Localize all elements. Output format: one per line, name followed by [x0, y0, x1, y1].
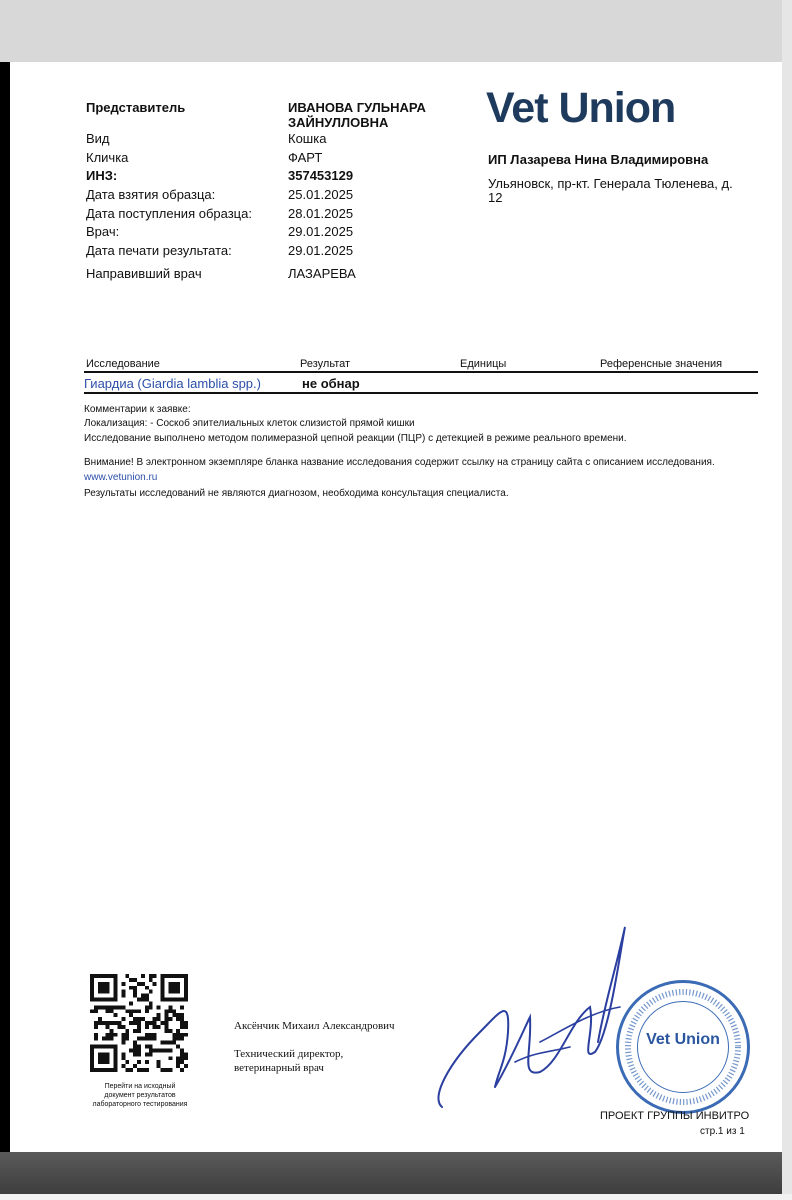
receipt-date-value: 28.01.2025: [288, 206, 354, 221]
sample-date-label: Дата взятия образца:: [86, 187, 216, 202]
referring-doctor-value: ЛАЗАРЕВА: [288, 266, 356, 281]
species-value: Кошка: [288, 131, 327, 146]
comments-heading: Комментарии к заявке:: [84, 404, 191, 415]
document-page: [10, 62, 782, 1152]
top-bar: [0, 0, 792, 62]
signer-title-line1: Технический директор,: [234, 1048, 344, 1060]
column-header-result: Результат: [300, 358, 351, 370]
column-header-reference: Референсные значения: [600, 358, 723, 370]
project-label: ПРОЕКТ ГРУППЫ ИНВИТРО: [600, 1110, 750, 1122]
bottom-bar: [0, 1152, 782, 1200]
print-date-label: Дата печати результата:: [86, 243, 232, 258]
comments-notice: Внимание! В электронном экземпляре бланка название исследования содержит ссылку на страницу сайта с описанием исследования.: [84, 457, 715, 468]
receipt-date-label: Дата поступления образца:: [86, 206, 252, 221]
nickname-value: ФАРТ: [288, 150, 323, 165]
representative-label: Представитель: [86, 100, 186, 115]
qr-caption-line3: лабораторного тестирования: [92, 1101, 188, 1108]
representative-name-line2: ЗАЙНУЛЛОВНА: [288, 115, 389, 130]
page-number: стр.1 из 1: [700, 1126, 745, 1137]
clinic-address-line1: Ульяновск, пр-кт. Генерала Тюленева, д.: [488, 176, 733, 191]
bottom-edge: [0, 1194, 792, 1200]
website-link[interactable]: www.vetunion.ru: [84, 472, 158, 483]
qr-caption-line1: Перейти на исходный: [104, 1083, 176, 1090]
column-header-test: Исследование: [86, 358, 160, 370]
signer-name: Аксёнчик Михаил Александрович: [234, 1020, 395, 1032]
referring-doctor-label: Направивший врач: [86, 266, 202, 281]
stamp-text: Vet Union: [646, 1031, 720, 1048]
clinic-address-line2: 12: [488, 190, 503, 205]
comments-localization: Локализация: - Соскоб эпителиальных клеток слизистой прямой кишки: [84, 418, 415, 429]
column-header-units: Единицы: [460, 358, 507, 370]
sample-date-value: 25.01.2025: [288, 187, 354, 202]
inz-value: 357453129: [288, 168, 354, 183]
result-test-link[interactable]: Гиардиа (Giardia lamblia spp.): [84, 376, 261, 391]
comments-disclaimer: Результаты исследований не являются диагнозом, необходима консультация специалиста.: [84, 488, 509, 499]
qr-caption-line2: документ результатов: [104, 1092, 176, 1099]
doctor-label: Врач:: [86, 224, 120, 239]
inz-label: ИНЗ:: [86, 168, 118, 183]
comments-method: Исследование выполнено методом полимеразной цепной реакции (ПЦР) с детекцией в режиме реального времени.: [84, 433, 627, 444]
representative-name-line1: ИВАНОВА ГУЛЬНАРА: [288, 100, 426, 115]
print-date-value: 29.01.2025: [288, 243, 354, 258]
doctor-value: 29.01.2025: [288, 224, 354, 239]
vet-union-logo: Vet Union: [486, 84, 676, 132]
qr-caption: [70, 1082, 210, 1109]
nickname-label: Кличка: [86, 150, 129, 165]
company-stamp: [616, 980, 750, 1114]
clinic-name: ИП Лазарева Нина Владимировна: [488, 152, 709, 167]
signer-title-line2: ветеринарный врач: [234, 1062, 324, 1074]
handwritten-signature: [420, 912, 640, 1132]
species-label: Вид: [86, 131, 110, 146]
result-value: не обнар: [302, 376, 360, 391]
table-header-rule: [84, 371, 758, 373]
right-edge-strip: [782, 0, 792, 1200]
qr-code[interactable]: [90, 974, 188, 1072]
table-row-rule: [84, 392, 758, 394]
